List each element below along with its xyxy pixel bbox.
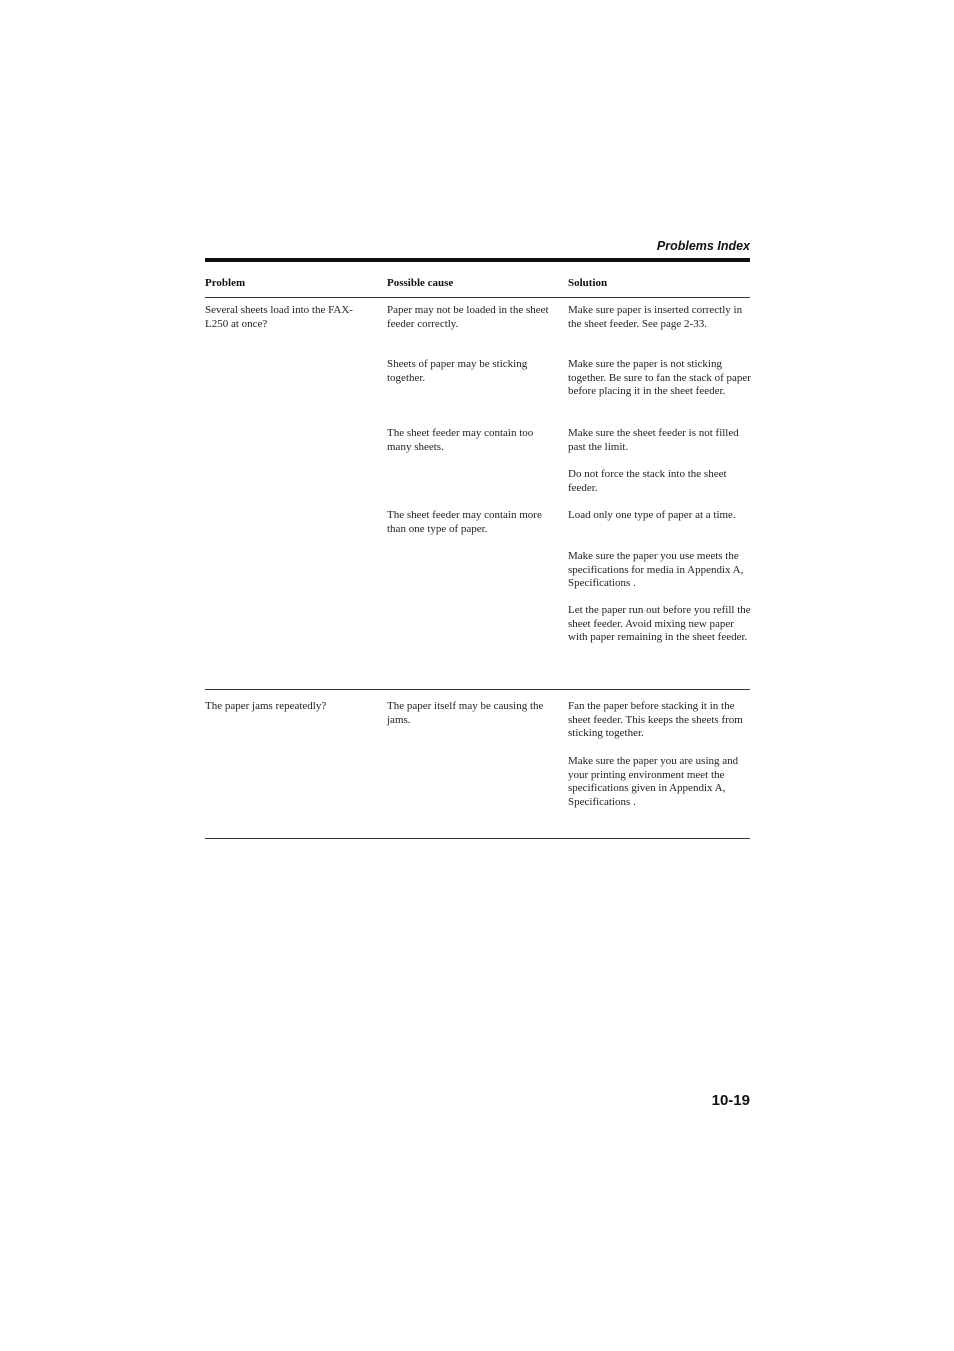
table-header-divider xyxy=(205,297,750,298)
page-number: 10-19 xyxy=(711,1092,750,1109)
solution-cell: Make sure the paper you use meets the specifications for media in Appendix A, Specifications . xyxy=(568,550,744,590)
cause-cell: The sheet feeder may contain more than one type of paper. xyxy=(387,509,542,535)
running-header: Problems Index xyxy=(656,239,750,253)
column-header-cause: Possible cause xyxy=(387,277,454,289)
solution-cell: Load only one type of paper at a time. xyxy=(568,509,736,521)
column-header-solution: Solution xyxy=(568,277,608,289)
solution-cell: Make sure the paper you are using and your printing environment meet the specifications given in Appendix A, Specifications . xyxy=(568,755,739,809)
cause-cell: The paper itself may be causing the jams. xyxy=(387,700,544,726)
cause-cell: Paper may not be loaded in the sheet feeder correctly. xyxy=(387,304,549,330)
problem-cell: The paper jams repeatedly? xyxy=(205,700,327,712)
cause-cell: The sheet feeder may contain too many sheets. xyxy=(387,427,534,453)
solution-cell: Make sure paper is inserted correctly in the sheet feeder. See page 2-33. xyxy=(568,304,743,330)
solution-cell: Fan the paper before stacking it in the sheet feeder. This keeps the sheets from sticking together. xyxy=(568,700,743,740)
solution-cell: Do not force the stack into the sheet feeder. xyxy=(568,468,727,494)
column-header-problem: Problem xyxy=(205,277,246,289)
problem-cell: Several sheets load into the FAX-L250 at once? xyxy=(205,304,353,330)
solution-cell: Make sure the paper is not sticking together. Be sure to fan the stack of paper before placing it in the sheet feeder. xyxy=(568,358,751,398)
cause-cell: Sheets of paper may be sticking together. xyxy=(387,358,528,384)
header-rule xyxy=(205,258,750,262)
solution-cell: Make sure the sheet feeder is not filled past the limit. xyxy=(568,427,739,453)
table-bottom-rule xyxy=(205,838,750,839)
group-divider xyxy=(205,689,750,690)
solution-cell: Let the paper run out before you refill the sheet feeder. Avoid mixing new paper with paper remaining in the sheet feeder. xyxy=(568,604,751,644)
